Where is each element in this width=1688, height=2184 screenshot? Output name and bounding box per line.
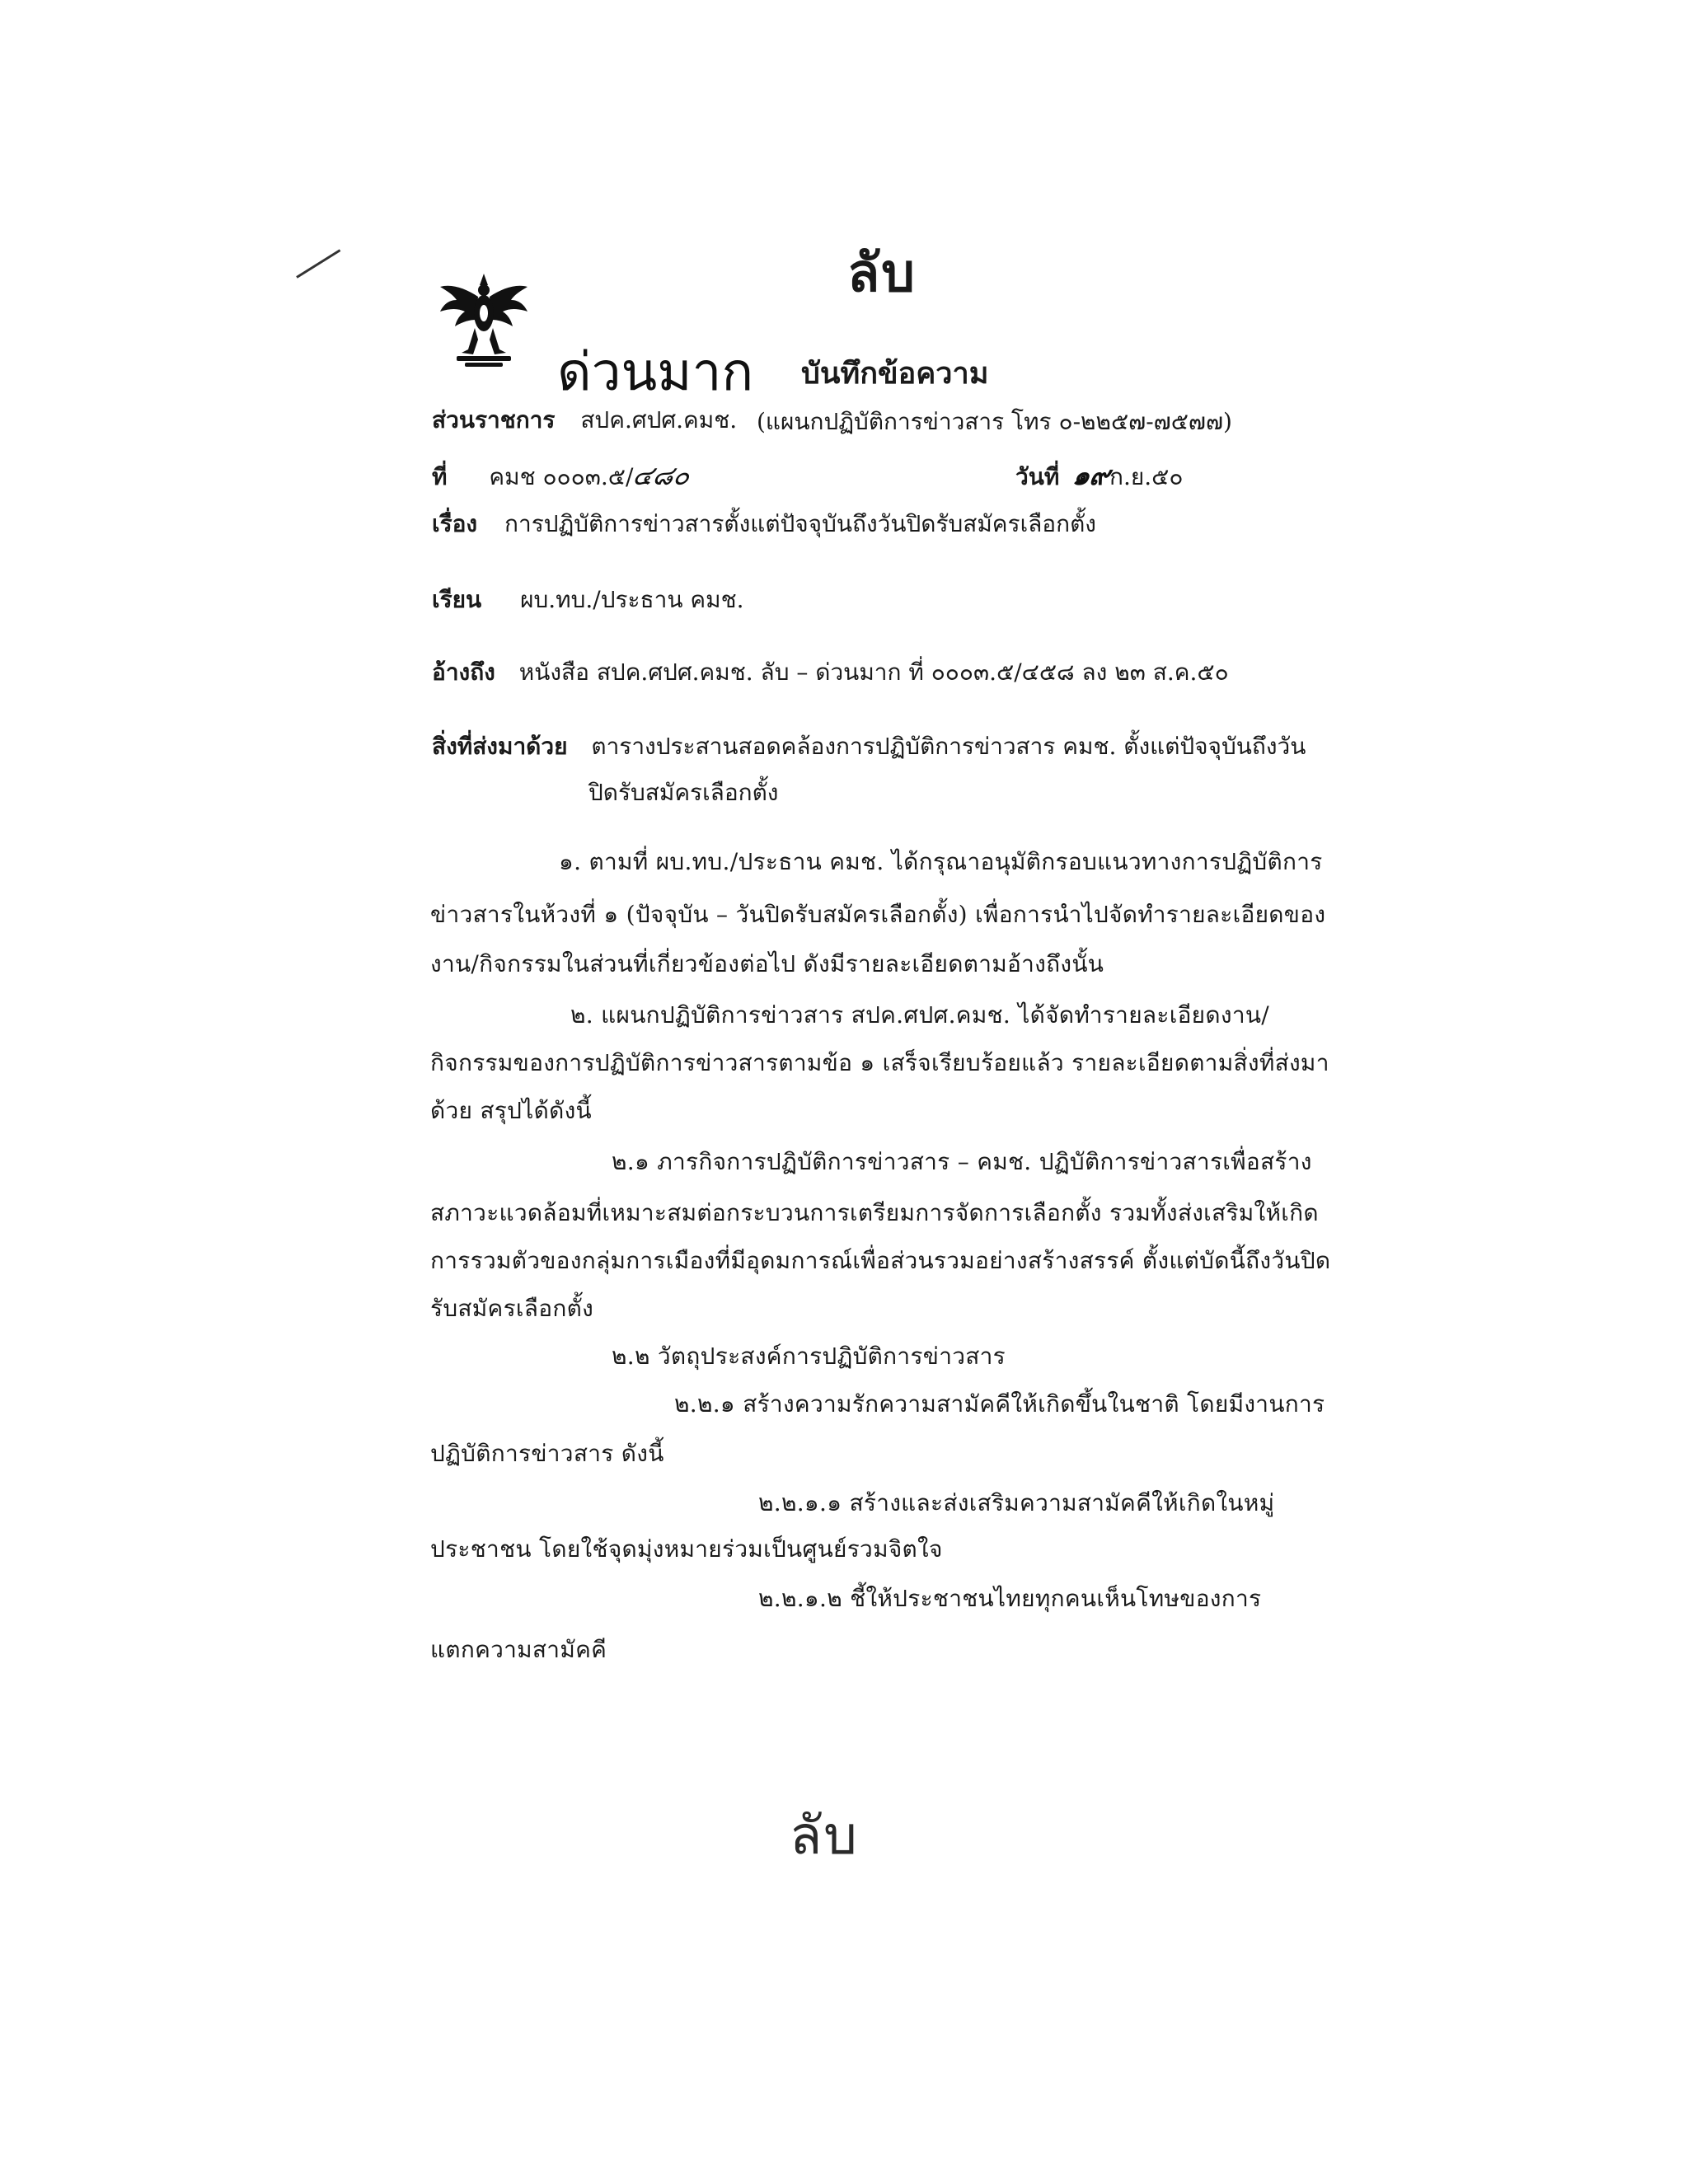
to-line <box>432 582 744 618</box>
subject-value: การปฏิบัติการข่าวสารตั้งแต่ปัจจุบันถึงวันปิดรับสมัครเลือกตั้ง <box>504 510 1096 537</box>
pen-mark <box>296 249 340 278</box>
subject-line <box>432 506 1096 542</box>
para21-line2: สภาวะแวดล้อมที่เหมาะสมต่อกระบวนการเตรียมการจัดการเลือกตั้ง รวมทั้งส่งเสริมให้เกิด <box>430 1199 1319 1226</box>
agency-line <box>432 402 737 438</box>
classification-bottom: ลับ <box>790 1806 859 1867</box>
para2212-line2: แตกความสามัคคี <box>430 1636 607 1663</box>
agency-label: ส่วนราชการ <box>432 406 556 434</box>
enclosure-line <box>432 729 1306 765</box>
ref-line <box>432 455 693 497</box>
reference-label: อ้างถึง <box>432 658 495 686</box>
date-label: วันที่ <box>1015 463 1060 490</box>
para1-line3: งาน/กิจกรรมในส่วนที่เกี่ยวข้องต่อไป ดังมีรายละเอียดตามอ้างถึงนั้น <box>430 950 1104 977</box>
para2-line3: ด้วย สรุปได้ดังนี้ <box>430 1097 592 1124</box>
para2211-line2: ประชาชน โดยใช้จุดมุ่งหมายร่วมเป็นศูนย์รวมจิตใจ <box>430 1535 943 1563</box>
enclosure-line1: ตารางประสานสอดคล้องการปฏิบัติการข่าวสาร คมช. ตั้งแต่ปัจจุบันถึงวัน <box>591 733 1306 760</box>
para1-line2: ข่าวสารในห้วงที่ ๑ (ปัจจุบัน – วันปิดรับสมัครเลือกตั้ง) เพื่อการนำไปจัดทำรายละเอียดของ <box>430 901 1326 928</box>
para221-line2: ปฏิบัติการข่าวสาร ดังนี้ <box>430 1440 664 1467</box>
para21-line4: รับสมัครเลือกตั้ง <box>430 1295 594 1322</box>
date-value: ก.ย.๕๐ <box>1109 463 1184 490</box>
para21-line3: การรวมตัวของกลุ่มการเมืองที่มีอุดมการณ์เพื่อส่วนรวมอย่างสร้างสรรค์ ตั้งแต่บัดนี้ถึงวันปิด <box>430 1247 1331 1274</box>
garuda-emblem-icon <box>437 270 532 369</box>
enclosure-label: สิ่งที่ส่งมาด้วย <box>432 733 568 760</box>
to-value: ผบ.ทบ./ประธาน คมช. <box>520 586 744 613</box>
agency-contact: (แผนกปฏิบัติการข่าวสาร โทร ๐-๒๒๕๗-๗๕๗๗) <box>757 408 1232 435</box>
classification-top: ลับ <box>847 243 917 304</box>
reference-value: หนังสือ สปค.ศปศ.คมช. ลับ – ด่วนมาก ที่ ๐๐๐๓.๕/๔๕๘ ลง ๒๓ ส.ค.๕๐ <box>518 658 1229 686</box>
ref-value: คมช ๐๐๐๓.๕/ <box>489 463 634 490</box>
enclosure-line2: ปิดรับสมัครเลือกตั้ง <box>588 779 779 806</box>
para2211-line1: ๒.๒.๑.๑ สร้างและส่งเสริมความสามัคคีให้เกิดในหมู่ <box>758 1489 1275 1516</box>
memo-title: บันทึกข้อความ <box>801 356 989 391</box>
para221-line1: ๒.๒.๑ สร้างความรักความสามัคคีให้เกิดขึ้นในชาติ โดยมีงานการ <box>674 1390 1325 1418</box>
date-handwritten: ๑๙ <box>1070 460 1113 491</box>
date-line <box>1015 455 1183 497</box>
ref-label: ที่ <box>432 463 448 490</box>
para2212-line1: ๒.๒.๑.๒ ชี้ให้ประชาชนไทยทุกคนเห็นโทษของการ <box>758 1585 1262 1612</box>
ref-handwritten: ๔๘๐ <box>631 460 693 491</box>
reference-line <box>432 654 1229 691</box>
para22: ๒.๒ วัตถุประสงค์การปฏิบัติการข่าวสาร <box>612 1343 1006 1370</box>
para1-line1: ๑. ตามที่ ผบ.ทบ./ประธาน คมช. ได้กรุณาอนุมัติกรอบแนวทางการปฏิบัติการ <box>559 848 1323 875</box>
urgency-stamp: ด่วนมาก <box>557 342 754 403</box>
para2-line1: ๒. แผนกปฏิบัติการข่าวสาร สปค.ศปศ.คมช. ได้จัดทำรายละเอียดงาน/ <box>570 1001 1270 1029</box>
to-label: เรียน <box>432 586 482 613</box>
para2-line2: กิจกรรมของการปฏิบัติการข่าวสารตามข้อ ๑ เสร็จเรียบร้อยแล้ว รายละเอียดตามสิ่งที่ส่งมา <box>430 1049 1329 1076</box>
para21-line1: ๒.๑ ภารกิจการปฏิบัติการข่าวสาร – คมช. ปฏิบัติการข่าวสารเพื่อสร้าง <box>612 1148 1312 1175</box>
subject-label: เรื่อง <box>432 510 478 537</box>
agency-value: สปค.ศปศ.คมช. <box>580 406 738 434</box>
